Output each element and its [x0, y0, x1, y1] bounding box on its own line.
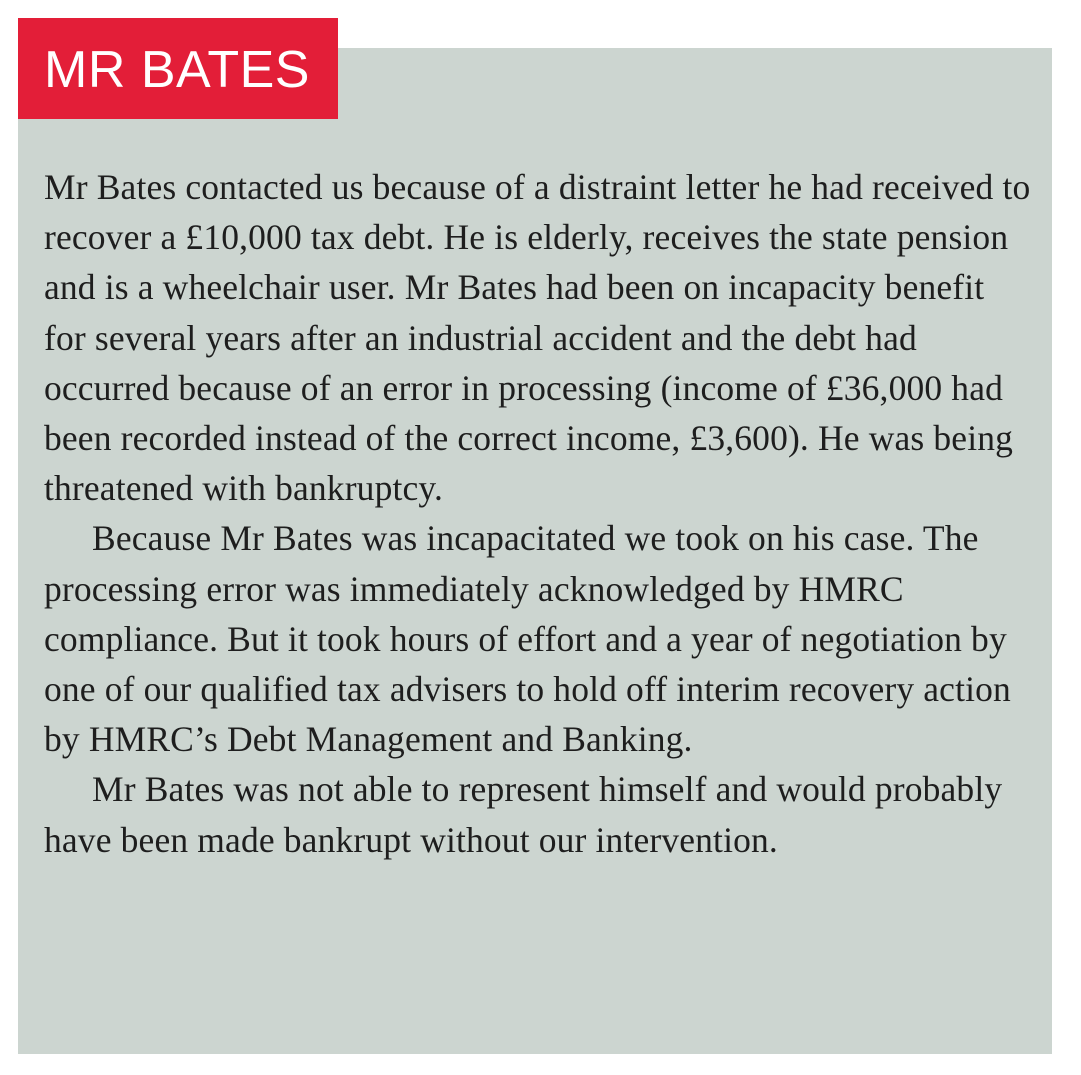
paragraph-1: Mr Bates contacted us because of a distraint letter he had received to recover a £10,000 tax debt. He is elderly, receives the state pension and is a wheelchair user. Mr Bates had been on incapacity benefit for several years after an industrial accident and the debt had occurred because of an error in processing (income of £36,000 had been recorded instead of the correct income, £3,600). He was being threatened with bankruptcy.	[44, 167, 1031, 509]
paragraph-3: Mr Bates was not able to represent himself and would probably have been made bankrupt without our intervention.	[44, 769, 1003, 860]
case-study-body	[44, 162, 1034, 865]
case-study-heading-box	[18, 18, 338, 119]
case-study-title: MR BATES	[44, 40, 310, 99]
paragraph-2: Because Mr Bates was incapacitated we took on his case. The processing error was immediately acknowledged by HMRC compliance. But it took hours of effort and a year of negotiation by one of our qualified tax advisers to hold off interim recovery action by HMRC’s Debt Management and Banking.	[44, 518, 1011, 760]
